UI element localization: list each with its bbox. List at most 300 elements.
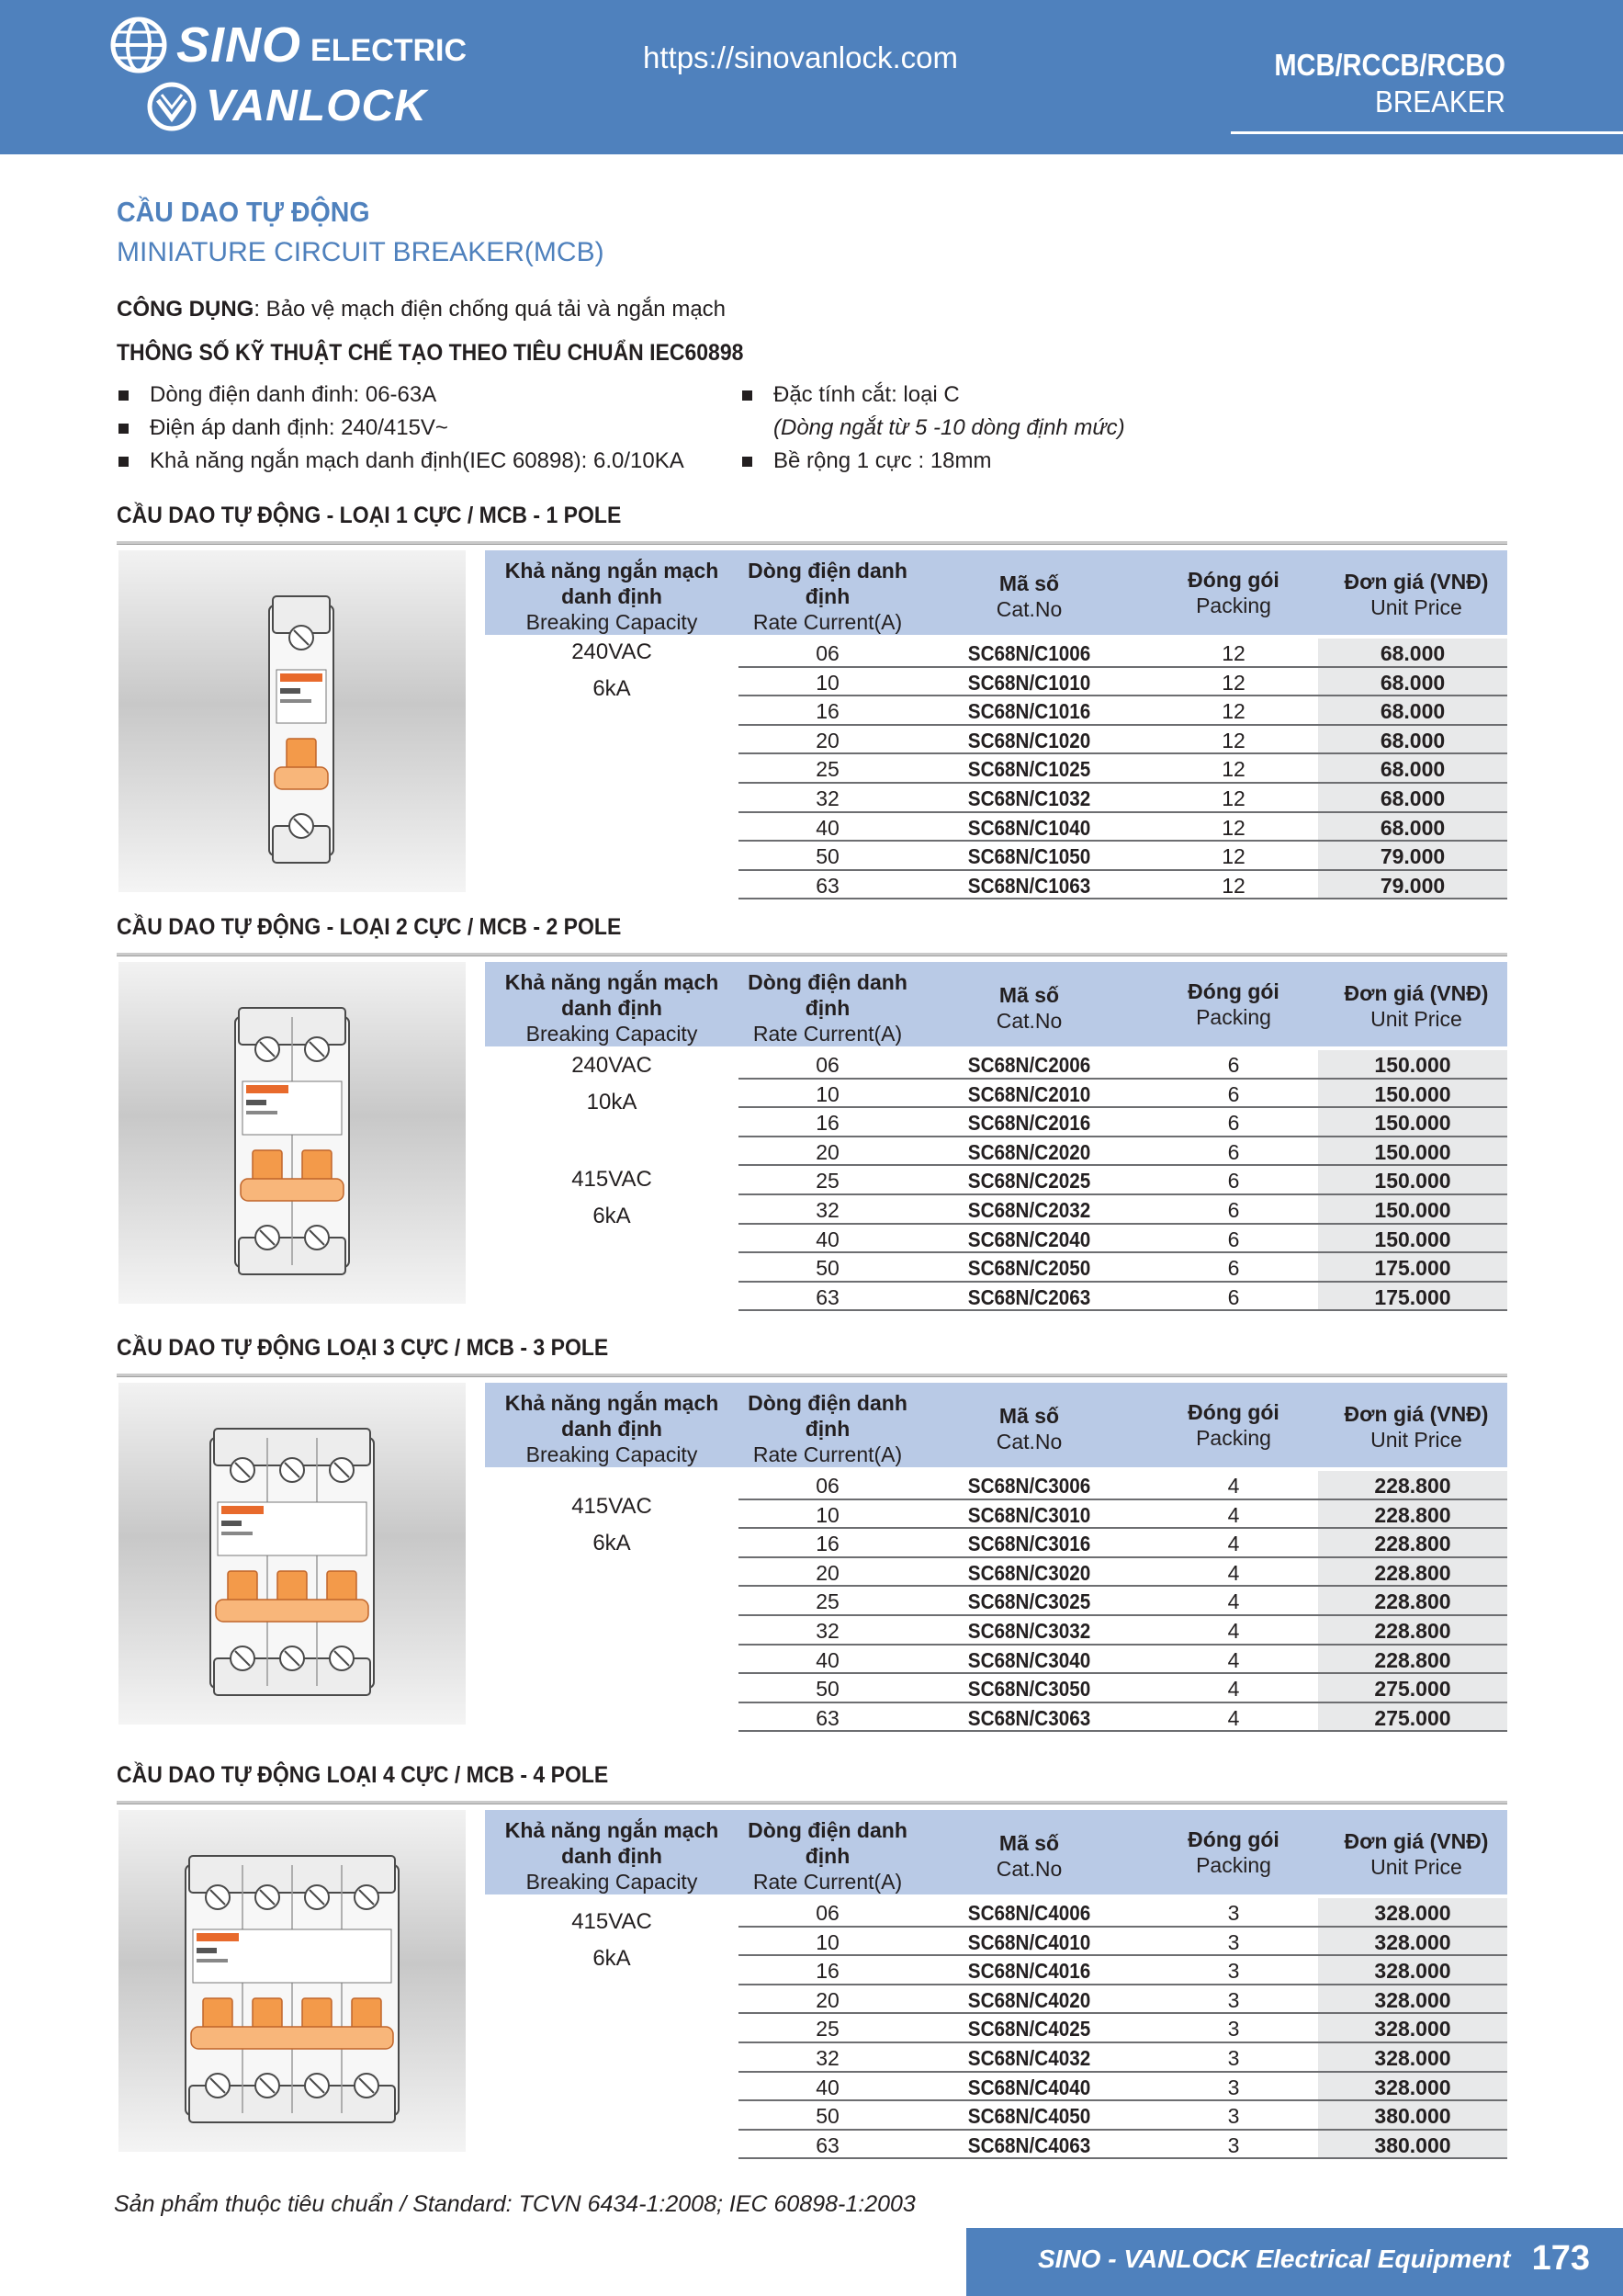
price-table-body (738, 1898, 1507, 2159)
header-cat-no-vi: Mã số (998, 1831, 1060, 1855)
product-image (118, 1383, 466, 1725)
section-title: CẦU DAO TỰ ĐỘNG - LOẠI 1 CỰC / MCB - 1 POLE (117, 503, 622, 528)
rate-current-cell: 63 (816, 873, 840, 898)
packing-cell: 3 (1227, 1901, 1240, 1925)
usage-text (117, 297, 726, 322)
rate-current-cell: 40 (816, 1227, 840, 1251)
table-row (738, 726, 1507, 755)
header-rate-current-vi: Dòng điện danh định (748, 1391, 907, 1441)
spec-item: Đặc tính cắt: loại C (740, 379, 1125, 412)
breaking-capacity-value (485, 1161, 738, 1235)
usage-description: : Bảo vệ mạch điện chống quá tải và ngắn mạch (254, 297, 727, 322)
section-title: CẦU DAO TỰ ĐỘNG - LOẠI 2 CỰC / MCB - 2 POLE (117, 914, 622, 940)
product-section (0, 503, 1623, 898)
section-rule (117, 953, 1507, 956)
header-cat-no-en: Cat.No (996, 1430, 1063, 1453)
unit-price-cell: 150.000 (1318, 1050, 1507, 1078)
table-row (738, 784, 1507, 813)
table-row (738, 1166, 1507, 1195)
rate-current-cell: 10 (816, 1081, 840, 1106)
breaker-illustration (118, 962, 466, 1304)
logo-sino-text: SINO (176, 17, 302, 73)
header-rate-current-en: Rate Current(A) (752, 1442, 903, 1466)
header-cat-no-vi: Mã số (998, 1404, 1060, 1428)
packing-cell: 6 (1227, 1081, 1240, 1106)
unit-price-cell: 328.000 (1318, 1898, 1507, 1926)
unit-price-cell: 328.000 (1318, 2073, 1507, 2100)
table-row (738, 1108, 1507, 1137)
unit-price-cell: 228.800 (1318, 1500, 1507, 1528)
header-breaking-capacity-en: Breaking Capacity (525, 1870, 698, 1894)
section-title: CẦU DAO TỰ ĐỘNG LOẠI 3 CỰC / MCB - 3 POLE (117, 1335, 609, 1361)
rate-current-cell: 06 (816, 1901, 840, 1925)
rate-current-cell: 25 (816, 757, 840, 782)
header-breaking-capacity-vi: Khả năng ngắn mạch danh định (504, 1391, 719, 1441)
header-cat-no-en: Cat.No (996, 1009, 1063, 1033)
rate-current-cell: 63 (816, 1284, 840, 1309)
header-breaking-capacity-en: Breaking Capacity (525, 610, 698, 634)
unit-price-cell: 150.000 (1318, 1225, 1507, 1252)
table-row (738, 2101, 1507, 2131)
packing-cell: 3 (1227, 2017, 1240, 2042)
rate-current-cell: 06 (816, 1053, 840, 1077)
header-unit-price-vi: Đơn giá (VNĐ) (1344, 1402, 1489, 1426)
spec-item: Điện áp danh định: 240/415V~ (117, 412, 684, 445)
table-row (738, 2131, 1507, 2160)
packing-cell: 4 (1227, 1618, 1240, 1643)
header-packing-en: Packing (1196, 1005, 1271, 1029)
header-cat-no (917, 962, 1142, 1046)
packing-cell: 6 (1227, 1111, 1240, 1136)
cat-no-cell: SC68N/C1032 (967, 786, 1091, 810)
unit-price-cell: 68.000 (1318, 754, 1507, 782)
product-section (0, 914, 1623, 1309)
product-image (118, 550, 466, 892)
packing-cell: 6 (1227, 1227, 1240, 1251)
spec-list-right (740, 379, 1125, 478)
packing-cell: 12 (1222, 873, 1245, 898)
table-row (738, 1587, 1507, 1616)
capacity-voltage: 415VAC (571, 1909, 652, 1934)
product-image (118, 1810, 466, 2152)
unit-price-cell: 150.000 (1318, 1080, 1507, 1107)
header-unit-price-en: Unit Price (1370, 1428, 1462, 1452)
rate-current-cell: 50 (816, 2104, 840, 2129)
cat-no-cell: SC68N/C1010 (967, 670, 1091, 695)
cat-no-cell: SC68N/C2010 (967, 1081, 1091, 1106)
rate-current-cell: 32 (816, 1197, 840, 1222)
cat-no-cell: SC68N/C2006 (967, 1053, 1091, 1077)
capacity-ka: 10kA (586, 1090, 637, 1114)
unit-price-cell: 228.800 (1318, 1616, 1507, 1644)
table-row (738, 1195, 1507, 1225)
cat-no-cell: SC68N/C4025 (967, 2017, 1091, 2042)
rate-current-cell: 16 (816, 1532, 840, 1556)
packing-cell: 12 (1222, 786, 1245, 810)
table-row (738, 1253, 1507, 1283)
header-packing (1142, 550, 1325, 635)
table-row (738, 696, 1507, 726)
header-packing (1142, 1810, 1325, 1894)
table-row (738, 1529, 1507, 1558)
header-breaking-capacity-en: Breaking Capacity (525, 1022, 698, 1046)
cat-no-cell: SC68N/C1016 (967, 699, 1091, 724)
table-row (738, 1928, 1507, 1957)
table-row (738, 1500, 1507, 1530)
header-breaking-capacity-en: Breaking Capacity (525, 1442, 698, 1466)
cat-no-cell: SC68N/C1020 (967, 728, 1091, 752)
price-table-body (738, 639, 1507, 899)
rate-current-cell: 16 (816, 1111, 840, 1136)
cat-no-cell: SC68N/C3020 (967, 1560, 1091, 1585)
table-row (738, 1898, 1507, 1928)
rate-current-cell: 10 (816, 1929, 840, 1954)
rate-current-cell: 50 (816, 1677, 840, 1702)
table-header (485, 1383, 1507, 1467)
usage-label: CÔNG DỤNG (117, 297, 254, 322)
section-rule (117, 1801, 1507, 1804)
breaking-capacity-value (485, 1904, 738, 1977)
packing-cell: 4 (1227, 1705, 1240, 1730)
breaker-illustration (118, 1810, 466, 2152)
rate-current-cell: 40 (816, 815, 840, 840)
cat-no-cell: SC68N/C2025 (967, 1169, 1091, 1193)
packing-cell: 3 (1227, 2132, 1240, 2157)
header-rate-current (738, 1810, 917, 1894)
cat-no-cell: SC68N/C1050 (967, 844, 1091, 869)
packing-cell: 4 (1227, 1474, 1240, 1498)
cat-no-cell: SC68N/C4050 (967, 2104, 1091, 2129)
header-unit-price (1325, 1383, 1507, 1467)
page-number: 173 (1531, 2239, 1590, 2278)
unit-price-cell: 328.000 (1318, 2014, 1507, 2042)
rate-current-cell: 25 (816, 1589, 840, 1614)
table-row (738, 1225, 1507, 1254)
table-row (738, 2014, 1507, 2043)
table-row (738, 842, 1507, 871)
table-row (738, 1137, 1507, 1167)
website-link[interactable]: https://sinovanlock.com (643, 40, 958, 74)
packing-cell: 12 (1222, 757, 1245, 782)
cat-no-cell: SC68N/C2063 (967, 1284, 1091, 1309)
breaking-capacity-value (485, 1488, 738, 1562)
unit-price-cell: 150.000 (1318, 1166, 1507, 1193)
header-packing-vi: Đóng gói (1188, 979, 1279, 1003)
cat-no-cell: SC68N/C3006 (967, 1474, 1091, 1498)
unit-price-cell: 150.000 (1318, 1195, 1507, 1223)
packing-cell: 3 (1227, 1929, 1240, 1954)
cat-no-cell: SC68N/C4020 (967, 1987, 1091, 2012)
table-row (738, 871, 1507, 900)
spec-item: Bề rộng 1 cực : 18mm (740, 445, 1125, 478)
packing-cell: 4 (1227, 1647, 1240, 1672)
header-packing-en: Packing (1196, 1426, 1271, 1450)
cat-no-cell: SC68N/C2016 (967, 1111, 1091, 1136)
packing-cell: 3 (1227, 2045, 1240, 2070)
unit-price-cell: 175.000 (1318, 1253, 1507, 1281)
rate-current-cell: 20 (816, 1139, 840, 1164)
unit-price-cell: 68.000 (1318, 668, 1507, 696)
table-row (738, 1674, 1507, 1703)
packing-cell: 6 (1227, 1053, 1240, 1077)
table-header (485, 1810, 1507, 1894)
table-row (738, 639, 1507, 668)
capacity-ka: 6kA (592, 1531, 631, 1555)
header-rate-current-vi: Dòng điện danh định (748, 1818, 907, 1868)
table-header (485, 550, 1507, 635)
category-label: MCB/RCCB/RCBO (1274, 48, 1505, 82)
cat-no-cell: SC68N/C4010 (967, 1929, 1091, 1954)
header-rate-current-en: Rate Current(A) (752, 1022, 903, 1046)
section-rule (117, 541, 1507, 545)
header-rate-current-en: Rate Current(A) (752, 610, 903, 634)
unit-price-cell: 175.000 (1318, 1283, 1507, 1310)
packing-cell: 6 (1227, 1256, 1240, 1281)
header-cat-no-vi: Mã số (998, 983, 1060, 1007)
header-unit-price (1325, 962, 1507, 1046)
unit-price-cell: 68.000 (1318, 784, 1507, 811)
brand-logo (110, 15, 468, 143)
packing-cell: 12 (1222, 728, 1245, 752)
header-rate-current (738, 1383, 917, 1467)
capacity-voltage: 415VAC (571, 1167, 652, 1192)
table-row (738, 1558, 1507, 1588)
table-row (738, 1616, 1507, 1646)
header-breaking-capacity (485, 1810, 738, 1894)
unit-price-cell: 380.000 (1318, 2101, 1507, 2129)
cat-no-cell: SC68N/C4032 (967, 2045, 1091, 2070)
rate-current-cell: 20 (816, 1987, 840, 2012)
rate-current-cell: 63 (816, 2132, 840, 2157)
header-cat-no (917, 1810, 1142, 1894)
unit-price-cell: 79.000 (1318, 842, 1507, 869)
subcategory-label: BREAKER (1375, 85, 1505, 119)
capacity-voltage: 240VAC (571, 639, 652, 664)
packing-cell: 4 (1227, 1502, 1240, 1527)
rate-current-cell: 25 (816, 1169, 840, 1193)
header-unit-price-vi: Đơn giá (VNĐ) (1344, 981, 1489, 1005)
price-table-body (738, 1471, 1507, 1732)
cat-no-cell: SC68N/C3032 (967, 1618, 1091, 1643)
rate-current-cell: 40 (816, 1647, 840, 1672)
section-title: CẦU DAO TỰ ĐỘNG LOẠI 4 CỰC / MCB - 4 POLE (117, 1762, 609, 1788)
header-divider (1231, 131, 1623, 134)
packing-cell: 4 (1227, 1589, 1240, 1614)
rate-current-cell: 25 (816, 2017, 840, 2042)
product-section (0, 1762, 1623, 2157)
product-section (0, 1335, 1623, 1730)
header-rate-current (738, 550, 917, 635)
packing-cell: 6 (1227, 1169, 1240, 1193)
unit-price-cell: 228.800 (1318, 1529, 1507, 1556)
rate-current-cell: 10 (816, 1502, 840, 1527)
capacity-voltage: 240VAC (571, 1053, 652, 1078)
header-breaking-capacity-vi: Khả năng ngắn mạch danh định (504, 559, 719, 608)
header-unit-price (1325, 550, 1507, 635)
header-cat-no-en: Cat.No (996, 597, 1063, 621)
rate-current-cell: 20 (816, 1560, 840, 1585)
capacity-ka: 6kA (592, 1204, 631, 1228)
header-unit-price-en: Unit Price (1370, 1855, 1462, 1879)
spec-item: Khả năng ngắn mạch danh định(IEC 60898): 6.0/10KA (117, 445, 684, 478)
cat-no-cell: SC68N/C3010 (967, 1502, 1091, 1527)
table-row (738, 1985, 1507, 2015)
unit-price-cell: 228.800 (1318, 1471, 1507, 1499)
unit-price-cell: 328.000 (1318, 2043, 1507, 2071)
packing-cell: 4 (1227, 1677, 1240, 1702)
rate-current-cell: 06 (816, 1474, 840, 1498)
table-row (738, 813, 1507, 843)
header-unit-price-en: Unit Price (1370, 1007, 1462, 1031)
packing-cell: 12 (1222, 844, 1245, 869)
cat-no-cell: SC68N/C2020 (967, 1139, 1091, 1164)
packing-cell: 3 (1227, 2104, 1240, 2129)
rate-current-cell: 50 (816, 1256, 840, 1281)
cat-no-cell: SC68N/C1040 (967, 815, 1091, 840)
header-breaking-capacity (485, 550, 738, 635)
unit-price-cell: 275.000 (1318, 1703, 1507, 1731)
unit-price-cell: 68.000 (1318, 696, 1507, 724)
unit-price-cell: 228.800 (1318, 1646, 1507, 1673)
table-row (738, 668, 1507, 697)
header-unit-price (1325, 1810, 1507, 1894)
table-row (738, 1646, 1507, 1675)
cat-no-cell: SC68N/C3016 (967, 1532, 1091, 1556)
unit-price-cell: 228.800 (1318, 1587, 1507, 1614)
table-row (738, 1471, 1507, 1500)
unit-price-cell: 275.000 (1318, 1674, 1507, 1702)
cat-no-cell: SC68N/C1063 (967, 873, 1091, 898)
unit-price-cell: 68.000 (1318, 639, 1507, 666)
table-row (738, 1703, 1507, 1733)
unit-price-cell: 228.800 (1318, 1558, 1507, 1586)
rate-current-cell: 16 (816, 1959, 840, 1984)
breaker-illustration (118, 550, 466, 892)
cat-no-cell: SC68N/C3025 (967, 1589, 1091, 1614)
header-packing-vi: Đóng gói (1188, 1827, 1279, 1851)
unit-price-cell: 328.000 (1318, 1956, 1507, 1984)
breaking-capacity-value (485, 634, 738, 707)
packing-cell: 12 (1222, 815, 1245, 840)
table-row (738, 2043, 1507, 2073)
vanlock-emblem-icon (147, 82, 197, 131)
packing-cell: 12 (1222, 699, 1245, 724)
unit-price-cell: 68.000 (1318, 813, 1507, 841)
spec-item: Dòng điện danh đinh: 06-63A (117, 379, 684, 412)
page-header (0, 0, 1623, 154)
cat-no-cell: SC68N/C1025 (967, 757, 1091, 782)
price-table-body (738, 1050, 1507, 1311)
header-packing-vi: Đóng gói (1188, 1400, 1279, 1424)
packing-cell: 4 (1227, 1560, 1240, 1585)
cat-no-cell: SC68N/C2050 (967, 1256, 1091, 1281)
cat-no-cell: SC68N/C2040 (967, 1227, 1091, 1251)
packing-cell: 12 (1222, 641, 1245, 665)
packing-cell: 3 (1227, 1987, 1240, 2012)
header-packing (1142, 1383, 1325, 1467)
header-cat-no-en: Cat.No (996, 1857, 1063, 1881)
cat-no-cell: SC68N/C2032 (967, 1197, 1091, 1222)
table-row (738, 1283, 1507, 1312)
header-rate-current-vi: Dòng điện danh định (748, 970, 907, 1020)
cat-no-cell: SC68N/C3063 (967, 1705, 1091, 1730)
table-row (738, 1080, 1507, 1109)
page-title: CẦU DAO TỰ ĐỘNG (117, 196, 370, 228)
product-image (118, 962, 466, 1304)
spec-note: (Dòng ngắt từ 5 -10 dòng định mức) (773, 415, 1125, 440)
packing-cell: 4 (1227, 1532, 1240, 1556)
rate-current-cell: 20 (816, 728, 840, 752)
header-unit-price-vi: Đơn giá (VNĐ) (1344, 570, 1489, 594)
packing-cell: 12 (1222, 670, 1245, 695)
header-category (1243, 48, 1505, 119)
header-breaking-capacity (485, 962, 738, 1046)
header-rate-current-vi: Dòng điện danh định (748, 559, 907, 608)
cat-no-cell: SC68N/C3040 (967, 1647, 1091, 1672)
packing-cell: 6 (1227, 1284, 1240, 1309)
unit-price-cell: 150.000 (1318, 1108, 1507, 1136)
logo-electric-text: ELECTRIC (310, 32, 468, 68)
rate-current-cell: 32 (816, 2045, 840, 2070)
globe-icon (110, 17, 167, 74)
cat-no-cell: SC68N/C1006 (967, 641, 1091, 665)
section-rule (117, 1374, 1507, 1377)
rate-current-cell: 40 (816, 2075, 840, 2099)
cat-no-cell: SC68N/C4063 (967, 2132, 1091, 2157)
capacity-voltage: 415VAC (571, 1494, 652, 1519)
unit-price-cell: 79.000 (1318, 871, 1507, 899)
header-rate-current-en: Rate Current(A) (752, 1870, 903, 1894)
rate-current-cell: 50 (816, 844, 840, 869)
unit-price-cell: 68.000 (1318, 726, 1507, 753)
breaking-capacity-value (485, 1047, 738, 1121)
header-unit-price-vi: Đơn giá (VNĐ) (1344, 1829, 1489, 1853)
packing-cell: 6 (1227, 1139, 1240, 1164)
capacity-ka: 6kA (592, 1946, 631, 1971)
header-cat-no (917, 1383, 1142, 1467)
rate-current-cell: 16 (816, 699, 840, 724)
standard-footnote: Sản phẩm thuộc tiêu chuẩn / Standard: TCVN 6434-1:2008; IEC 60898-1:2003 (114, 2191, 916, 2217)
packing-cell: 3 (1227, 2075, 1240, 2099)
packing-cell: 3 (1227, 1959, 1240, 1984)
table-header (485, 962, 1507, 1046)
packing-cell: 6 (1227, 1197, 1240, 1222)
header-unit-price-en: Unit Price (1370, 595, 1462, 619)
cat-no-cell: SC68N/C3050 (967, 1677, 1091, 1702)
footer-brand: SINO - VANLOCK Electrical Equipment (1038, 2245, 1511, 2273)
header-breaking-capacity-vi: Khả năng ngắn mạch danh định (504, 970, 719, 1020)
logo-vanlock-text: VANLOCK (206, 82, 427, 130)
header-cat-no (917, 550, 1142, 635)
table-row (738, 1956, 1507, 1985)
unit-price-cell: 328.000 (1318, 1928, 1507, 1955)
unit-price-cell: 380.000 (1318, 2131, 1507, 2158)
table-row (738, 2073, 1507, 2102)
table-row (738, 754, 1507, 784)
rate-current-cell: 63 (816, 1705, 840, 1730)
cat-no-cell: SC68N/C4016 (967, 1959, 1091, 1984)
header-breaking-capacity-vi: Khả năng ngắn mạch danh định (504, 1818, 719, 1868)
rate-current-cell: 32 (816, 786, 840, 810)
spec-list-left (117, 379, 684, 478)
unit-price-cell: 150.000 (1318, 1137, 1507, 1165)
rate-current-cell: 32 (816, 1618, 840, 1643)
table-row (738, 1050, 1507, 1080)
spec-title: THÔNG SỐ KỸ THUẬT CHẾ TẠO THEO TIÊU CHUẨN IEC60898 (117, 340, 744, 366)
header-rate-current (738, 962, 917, 1046)
cat-no-cell: SC68N/C4006 (967, 1901, 1091, 1925)
rate-current-cell: 06 (816, 641, 840, 665)
